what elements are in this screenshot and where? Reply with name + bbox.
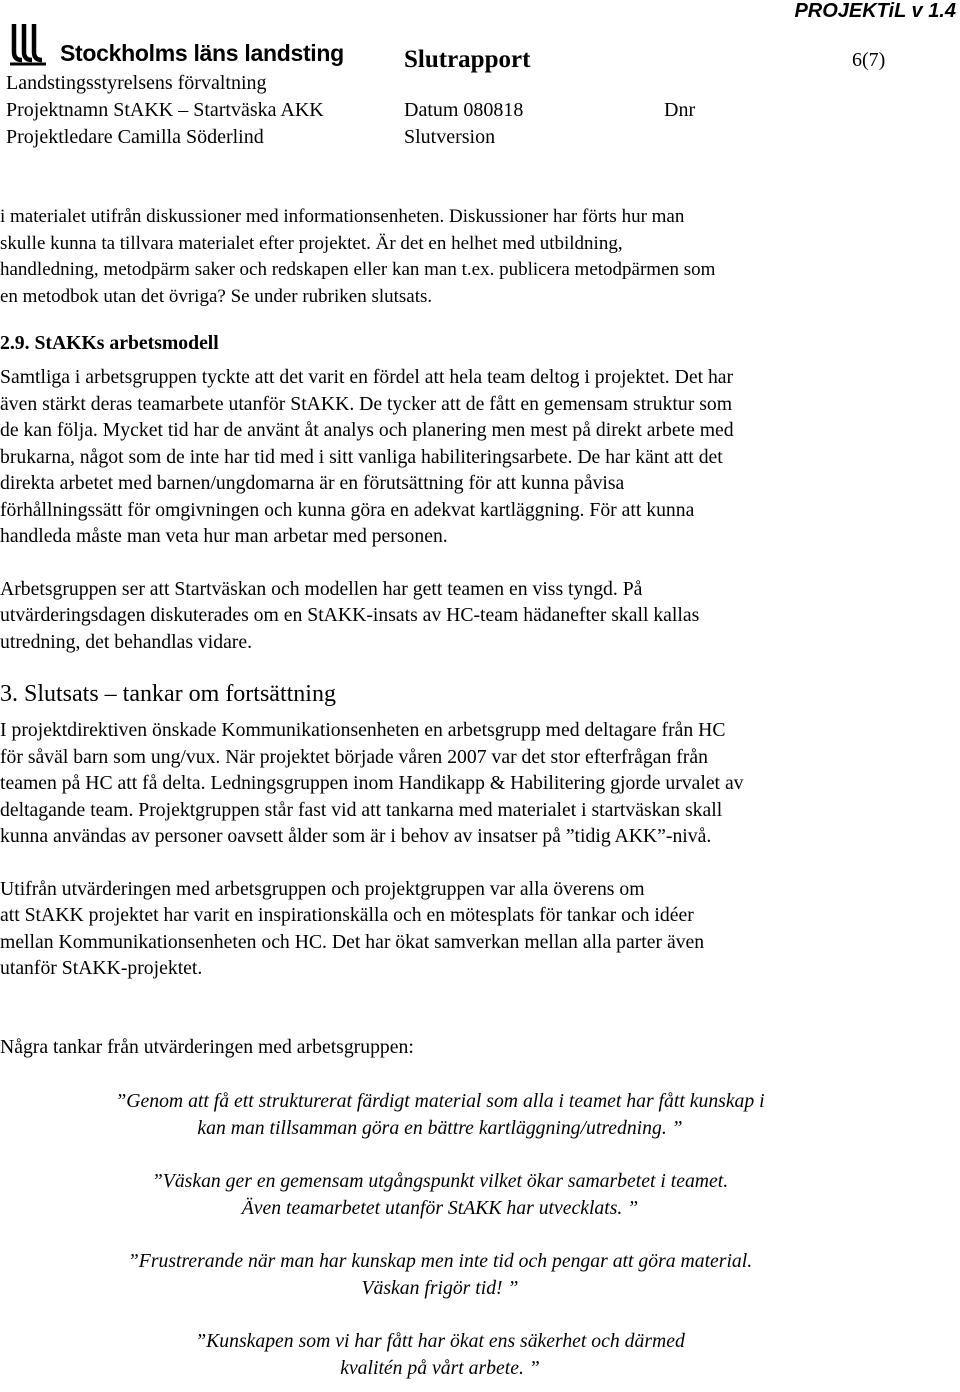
text-line: mellan Kommunikationsenheten och HC. Det har ökat samverkan mellan alla parter även	[0, 930, 705, 953]
version-label: PROJEKTiL v 1.4	[794, 0, 956, 22]
text-line: direkta arbetet med barnen/ungdomarna är en förutsättning för att kunna påvisa	[0, 472, 625, 495]
text-line: även stärkt deras teamarbete utanför StAKK. De tycker att de fått en gemensam struktur som	[0, 392, 733, 415]
text-line: Arbetsgruppen ser att Startväskan och modellen har gett teamen en viss tyngd. På	[0, 577, 643, 600]
version-status: Slutversion	[404, 126, 496, 148]
text-line: brukarna, något som de inte har tid med i sitt vanliga habiliteringsarbete. De har känt att det	[0, 445, 723, 468]
organization-name: Stockholms läns landsting	[60, 40, 344, 66]
document-body	[0, 204, 940, 1382]
section-3-paragraph-2	[0, 876, 940, 982]
quote-line: Även teamarbetet utanför StAKK har utvecklats. ”	[241, 1197, 639, 1220]
quote-line: ”Kunskapen som vi har fått har ökat ens säkerhet och därmed	[195, 1330, 685, 1353]
text-line: skulle kunna ta tillvara materialet efter projektet. Är det en helhet med utbildning,	[0, 232, 623, 254]
quote-line: kan man tillsamman göra en bättre kartläggning/utredning. ”	[197, 1117, 683, 1140]
section-heading-2-9: 2.9. StAKKs arbetsmodell	[0, 332, 219, 355]
intro-paragraph	[0, 204, 940, 310]
quote-line: kvalitén på vårt arbete. ”	[340, 1357, 540, 1380]
section-heading-3: 3. Slutsats – tankar om fortsättning	[0, 681, 336, 708]
section-2-9-paragraph-2	[0, 576, 940, 656]
landsting-logo-icon	[8, 22, 48, 66]
project-name: Projektnamn StAKK – Startväska AKK	[6, 99, 324, 121]
document-date: Datum 080818	[404, 99, 524, 121]
text-line: teamen på HC att få delta. Ledningsgruppen inom Handikapp & Habilitering gjorde urvalet av	[0, 772, 744, 795]
text-line: förhållningssätt för omgivningen och kunna göra en adekvat kartläggning. För att kunna	[0, 498, 695, 521]
quote-line: ”Väskan ger en gemensam utgångspunkt vilket ökar samarbetet i teamet.	[151, 1170, 729, 1193]
quote-line: ”Genom att få ett strukturerat färdigt material som alla i teamet har fått kunskap i	[115, 1090, 765, 1113]
text-line: utvärderingsdagen diskuterades om en StAKK-insats av HC-team hädanefter skall kallas	[0, 604, 700, 627]
document-title: Slutrapport	[404, 46, 531, 73]
dnr-label: Dnr	[664, 99, 696, 121]
text-line: att StAKK projektet har varit en inspirationskälla och en mötesplats för tankar och idéer	[0, 904, 694, 927]
department-name: Landstingsstyrelsens förvaltning	[6, 72, 267, 94]
text-line: de kan följa. Mycket tid har de använt åt analys och planering men mest på direkt arbete med	[0, 419, 734, 442]
text-line: kunna användas av personer oavsett ålder som är i behov av insatser på ”tidig AKK”-nivå.	[0, 825, 712, 848]
text-line: i materialet utifrån diskussioner med informationsenheten. Diskussioner har förts hur man	[0, 206, 685, 227]
text-line: deltagande team. Projektgruppen står fast vid att tankarna med materialet i startväskan skall	[0, 798, 723, 821]
text-line: en metodbok utan det övriga? Se under rubriken slutsats.	[0, 285, 433, 307]
text-line: I projektdirektiven önskade Kommunikationsenheten en arbetsgrupp med deltagare från HC	[0, 719, 726, 742]
quote-1	[0, 1088, 940, 1142]
quote-line: ”Frustrerande när man har kunskap men inte tid och pengar att göra material.	[127, 1250, 753, 1273]
text-line: handleda måste man veta hur man arbetar med personen.	[0, 525, 448, 548]
text-line: för såväl barn som ung/vux. När projektet började våren 2007 var det stor efterfrågan från	[0, 745, 708, 768]
page-number: 6(7)	[852, 49, 886, 71]
text-line: handledning, metodpärm saker och redskapen eller kan man t.ex. publicera metodpärmen som	[0, 259, 716, 281]
section-3-paragraph-1	[0, 717, 940, 850]
section-2-9-paragraph-1	[0, 364, 940, 550]
quote-4	[0, 1328, 940, 1382]
quote-3	[0, 1248, 940, 1302]
quote-line: Väskan frigör tid! ”	[361, 1277, 519, 1300]
text-line: utanför StAKK-projektet.	[0, 957, 203, 980]
quotes-intro: Några tankar från utvärderingen med arbetsgruppen:	[0, 1035, 414, 1058]
text-line: utredning, det behandlas vidare.	[0, 630, 253, 653]
project-leader: Projektledare Camilla Söderlind	[6, 126, 264, 148]
text-line: Samtliga i arbetsgruppen tyckte att det varit en fördel att hela team deltog i projektet. Det har	[0, 366, 734, 389]
quote-2	[0, 1168, 940, 1222]
text-line: Utifrån utvärderingen med arbetsgruppen och projektgruppen var alla överens om	[0, 877, 645, 900]
